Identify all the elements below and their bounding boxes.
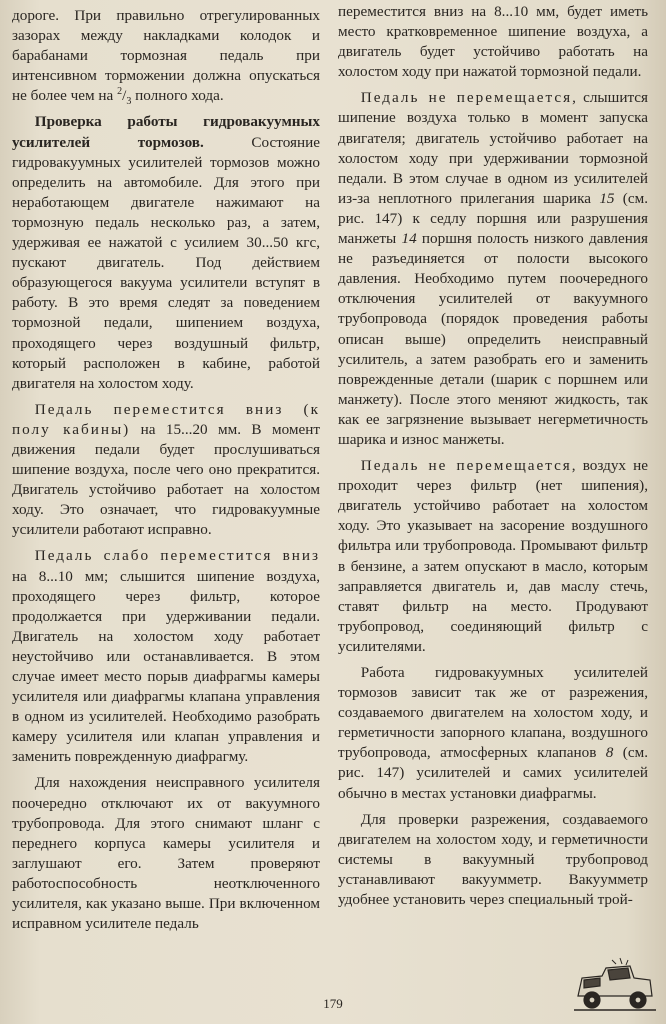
paragraph: Педаль переместится вниз (к полу кабины) на 15...20 мм. В момент движения педали будет прослушиваться шипение воздуха, после чего оно прекратится. Двигатель устойчиво работает на холостом ходу. Это означает, что гидровакуумные усилители работают исправно. bbox=[12, 400, 320, 539]
paragraph: Для нахождения неисправного усилителя поочередно отключают их от вакуумного трубопровода. Для этого снимают шланг с переднего корпуса камеры усилителя и заглушают его. Затем проверяют работоспособность неотключенного усилителя, как указано выше. При включенном исправном усилителе педаль bbox=[12, 774, 320, 933]
paragraph: Педаль не перемещается, воздух не проходит через фильтр (нет шипения), двигатель устойчиво работает на холостом ходу. Это указывает на засорение воздушного фильтра или трубопровода. Промывают фильтр в бензине, а затем опускают в масло, которым заправляется двигатель и, дав маслу стечь, ставят фильтр на место. Продувают трубопровод, соединяющий фильтр с усилителями. bbox=[338, 457, 648, 655]
paragraph: Педаль слабо переместится вниз на 8...10 мм; слышится шипение воздуха, проходящего через фильтр, которое продолжается при удерживании педали. Двигатель на холостом ходу работает неустойчиво или останавливается. В этом случае имеет место порыв диафрагмы камеры усилителя или диафрагмы клапана управления в одном из усилителей. Необходимо разобрать камеру усилителя или клапан управления и заменить поврежденную диафрагму. bbox=[12, 547, 320, 766]
left-column bbox=[12, 6, 320, 934]
paragraph: переместится вниз на 8...10 мм, будет иметь место кратковременное шипение воздуха, а двигатель будет устойчиво работать на холостом ходу при нажатой тормозной педали. bbox=[338, 3, 648, 81]
truck-logo-stamp bbox=[572, 956, 658, 1018]
paragraph: Для проверки разрежения, создаваемого двигателем на холостом ходу, и герметичности системы в вакуумный трубопровод устанавливают вакуумметр. Вакуумметр удобнее установить через специальный трой- bbox=[338, 810, 648, 909]
section-heading: Проверка работы гидровакуумных усилителей тормозов. bbox=[12, 113, 320, 151]
paragraph: Работа гидровакуумных усилителей тормозов зависит так же от разрежения, создаваемого двигателем на холостом ходу, и герметичности запорного клапана, воздушного трубопровода, атмосферных клапанов 8 (см. рис. 147) усилителей и самих усилителей обычно в местах установки диафрагмы. bbox=[338, 664, 648, 802]
paragraph: Педаль не перемещается, слышится шипение воздуха только в момент запуска двигателя; двигатель устойчиво работает на холостом ходу при удерживании тормозной педали. В этом случае в одном из усилителей из-за неплотного прилегания шарика 15 (см. рис. 147) к седлу поршня или разрушения манжеты 14 поршня полость низкого давления не разъединяется от полости высокого давления. Необходимо путем поочередного отключения усилителей от вакуумного трубопровода (порядок проведения работы описан выше) определить неисправный усилитель, а затем разобрать его и заменить поврежденные детали (шарик с поршнем или манжету). После этого меняют жидкость, так как ее загрязнение вызывает негерметичность шарика и износ манжеты. bbox=[338, 89, 648, 448]
paragraph: дороге. При правильно отрегулированных зазорах между накладками колодок и барабанами тормозная педаль при интенсивном торможении должна опускаться не более чем на $^2/_3$ полного хода. bbox=[12, 7, 320, 108]
right-column bbox=[338, 2, 648, 910]
page-number: 179 bbox=[323, 996, 343, 1011]
paragraph: Проверка работы гидровакуумных усилителей тормозов. Состояние гидровакуумных усилителей тормозов можно определить на автомобиле. Для этого при неработающем двигателе нажимают на тормозную педаль несколько раз, а затем, удерживая ее нажатой с усилием 30...50 кгс, пускают двигатель. Под действием образующегося вакуума усилители вступят в работу. В это время следят за поведением тормозной педали, шипением воздуха, проходящего через воздушный фильтр, который расположен в кабине, работой двигателя на холостом ходу. bbox=[12, 113, 320, 392]
